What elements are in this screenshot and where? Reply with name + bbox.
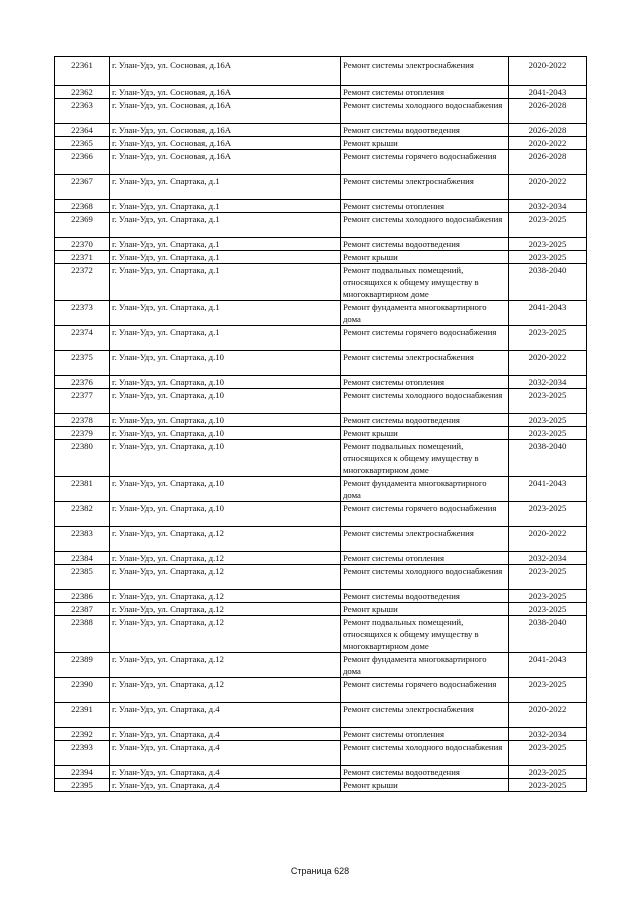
address-cell: г. Улан-Удэ, ул. Спартака, д.1 [110,175,341,200]
table-row [55,351,587,376]
row-number-cell: 22384 [55,552,110,565]
row-number-cell: 22382 [55,502,110,527]
period-cell: 2023-2025 [509,741,587,766]
row-number-cell: 22379 [55,427,110,440]
address-cell: г. Улан-Удэ, ул. Спартака, д.10 [110,376,341,389]
period-cell: 2041-2043 [509,301,587,326]
table-row [55,527,587,552]
period-cell: 2023-2025 [509,238,587,251]
row-number-cell: 22389 [55,653,110,678]
row-number-cell: 22386 [55,590,110,603]
row-number-cell: 22394 [55,766,110,779]
table-row [55,150,587,175]
work-type-cell: Ремонт системы водоотведения [341,238,509,251]
period-cell: 2020-2022 [509,527,587,552]
row-number-cell: 22383 [55,527,110,552]
table-row [55,99,587,124]
row-number-cell: 22371 [55,251,110,264]
address-cell: г. Улан-Удэ, ул. Спартака, д.1 [110,326,341,351]
table-row [55,653,587,678]
row-number-cell: 22376 [55,376,110,389]
row-number-cell: 22380 [55,440,110,477]
period-cell: 2023-2025 [509,427,587,440]
work-type-cell: Ремонт системы электроснабжения [341,527,509,552]
table-row [55,440,587,477]
table-row [55,616,587,653]
table-row [55,502,587,527]
work-type-cell: Ремонт фундамента многоквартирного дома [341,653,509,678]
address-cell: г. Улан-Удэ, ул. Спартака, д.12 [110,590,341,603]
period-cell: 2023-2025 [509,213,587,238]
work-type-cell: Ремонт крыши [341,427,509,440]
table-row [55,427,587,440]
period-cell: 2041-2043 [509,653,587,678]
address-cell: г. Улан-Удэ, ул. Спартака, д.12 [110,678,341,703]
page-footer [0,866,640,876]
work-type-cell: Ремонт системы холодного водоснабжения [341,741,509,766]
work-type-cell: Ремонт подвальных помещений, относящихся к общему имуществу в многоквартирном доме [341,264,509,301]
period-cell: 2023-2025 [509,590,587,603]
row-number-cell: 22364 [55,124,110,137]
work-type-cell: Ремонт системы холодного водоснабжения [341,565,509,590]
period-cell: 2038-2040 [509,264,587,301]
work-type-cell: Ремонт системы холодного водоснабжения [341,389,509,414]
table-row [55,200,587,213]
address-cell: г. Улан-Удэ, ул. Спартака, д.12 [110,552,341,565]
row-number-cell: 22381 [55,477,110,502]
period-cell: 2038-2040 [509,616,587,653]
address-cell: г. Улан-Удэ, ул. Спартака, д.10 [110,502,341,527]
work-type-cell: Ремонт крыши [341,137,509,150]
table-row [55,779,587,792]
table-row [55,703,587,728]
row-number-cell: 22372 [55,264,110,301]
row-number-cell: 22391 [55,703,110,728]
table-row [55,728,587,741]
table-row [55,264,587,301]
period-cell: 2032-2034 [509,728,587,741]
row-number-cell: 22368 [55,200,110,213]
address-cell: г. Улан-Удэ, ул. Сосновая, д.16А [110,86,341,99]
work-type-cell: Ремонт системы горячего водоснабжения [341,678,509,703]
table-row [55,552,587,565]
work-type-cell: Ремонт системы электроснабжения [341,57,509,86]
period-cell: 2023-2025 [509,603,587,616]
row-number-cell: 22366 [55,150,110,175]
row-number-cell: 22388 [55,616,110,653]
work-type-cell: Ремонт фундамента многоквартирного дома [341,477,509,502]
row-number-cell: 22367 [55,175,110,200]
period-cell: 2023-2025 [509,565,587,590]
work-type-cell: Ремонт подвальных помещений, относящихся к общему имуществу в многоквартирном доме [341,440,509,477]
address-cell: г. Улан-Удэ, ул. Сосновая, д.16А [110,150,341,175]
work-type-cell: Ремонт системы отопления [341,728,509,741]
work-type-cell: Ремонт системы горячего водоснабжения [341,326,509,351]
period-cell: 2023-2025 [509,678,587,703]
table-row [55,301,587,326]
work-type-cell: Ремонт системы электроснабжения [341,175,509,200]
address-cell: г. Улан-Удэ, ул. Спартака, д.12 [110,616,341,653]
row-number-cell: 22385 [55,565,110,590]
row-number-cell: 22390 [55,678,110,703]
period-cell: 2020-2022 [509,351,587,376]
registry-table-body [55,57,587,792]
table-row [55,376,587,389]
address-cell: г. Улан-Удэ, ул. Сосновая, д.16А [110,137,341,150]
address-cell: г. Улан-Удэ, ул. Сосновая, д.16А [110,124,341,137]
table-row [55,175,587,200]
period-cell: 2026-2028 [509,124,587,137]
table-row [55,238,587,251]
address-cell: г. Улан-Удэ, ул. Спартака, д.1 [110,301,341,326]
table-row [55,678,587,703]
row-number-cell: 22378 [55,414,110,427]
table-row [55,766,587,779]
table-row [55,326,587,351]
address-cell: г. Улан-Удэ, ул. Спартака, д.10 [110,414,341,427]
table-row [55,590,587,603]
row-number-cell: 22370 [55,238,110,251]
row-number-cell: 22395 [55,779,110,792]
address-cell: г. Улан-Удэ, ул. Спартака, д.4 [110,766,341,779]
address-cell: г. Улан-Удэ, ул. Сосновая, д.16А [110,57,341,86]
address-cell: г. Улан-Удэ, ул. Спартака, д.1 [110,251,341,264]
address-cell: г. Улан-Удэ, ул. Спартака, д.10 [110,440,341,477]
table-row [55,137,587,150]
table-row [55,414,587,427]
period-cell: 2023-2025 [509,779,587,792]
work-type-cell: Ремонт системы горячего водоснабжения [341,150,509,175]
period-cell: 2026-2028 [509,99,587,124]
period-cell: 2032-2034 [509,200,587,213]
period-cell: 2026-2028 [509,150,587,175]
address-cell: г. Улан-Удэ, ул. Спартака, д.10 [110,477,341,502]
table-row [55,477,587,502]
address-cell: г. Улан-Удэ, ул. Спартака, д.1 [110,213,341,238]
table-row [55,86,587,99]
table-row [55,251,587,264]
work-type-cell: Ремонт крыши [341,779,509,792]
row-number-cell: 22375 [55,351,110,376]
work-type-cell: Ремонт системы электроснабжения [341,351,509,376]
work-type-cell: Ремонт системы электроснабжения [341,703,509,728]
period-cell: 2020-2022 [509,703,587,728]
page-number: Страница 628 [290,866,350,876]
period-cell: 2023-2025 [509,766,587,779]
period-cell: 2020-2022 [509,137,587,150]
work-type-cell: Ремонт системы отопления [341,86,509,99]
row-number-cell: 22374 [55,326,110,351]
address-cell: г. Улан-Удэ, ул. Спартака, д.1 [110,264,341,301]
table-row [55,603,587,616]
period-cell: 2041-2043 [509,477,587,502]
work-type-cell: Ремонт крыши [341,603,509,616]
address-cell: г. Улан-Удэ, ул. Спартака, д.10 [110,389,341,414]
address-cell: г. Улан-Удэ, ул. Спартака, д.12 [110,527,341,552]
address-cell: г. Улан-Удэ, ул. Спартака, д.12 [110,603,341,616]
row-number-cell: 22363 [55,99,110,124]
row-number-cell: 22373 [55,301,110,326]
work-type-cell: Ремонт системы отопления [341,200,509,213]
address-cell: г. Улан-Удэ, ул. Спартака, д.10 [110,351,341,376]
row-number-cell: 22361 [55,57,110,86]
period-cell: 2023-2025 [509,502,587,527]
address-cell: г. Улан-Удэ, ул. Спартака, д.1 [110,200,341,213]
work-type-cell: Ремонт системы холодного водоснабжения [341,213,509,238]
table-row [55,389,587,414]
address-cell: г. Улан-Удэ, ул. Спартака, д.10 [110,427,341,440]
period-cell: 2023-2025 [509,389,587,414]
address-cell: г. Улан-Удэ, ул. Спартака, д.12 [110,653,341,678]
row-number-cell: 22369 [55,213,110,238]
work-type-cell: Ремонт крыши [341,251,509,264]
work-type-cell: Ремонт системы холодного водоснабжения [341,99,509,124]
work-type-cell: Ремонт подвальных помещений, относящихся к общему имуществу в многоквартирном доме [341,616,509,653]
work-type-cell: Ремонт системы отопления [341,376,509,389]
period-cell: 2041-2043 [509,86,587,99]
period-cell: 2032-2034 [509,376,587,389]
row-number-cell: 22392 [55,728,110,741]
address-cell: г. Улан-Удэ, ул. Спартака, д.4 [110,703,341,728]
address-cell: г. Улан-Удэ, ул. Спартака, д.4 [110,741,341,766]
row-number-cell: 22365 [55,137,110,150]
work-type-cell: Ремонт системы водоотведения [341,124,509,137]
period-cell: 2020-2022 [509,175,587,200]
address-cell: г. Улан-Удэ, ул. Спартака, д.12 [110,565,341,590]
work-type-cell: Ремонт системы водоотведения [341,414,509,427]
table-row [55,565,587,590]
work-type-cell: Ремонт системы водоотведения [341,590,509,603]
period-cell: 2023-2025 [509,414,587,427]
address-cell: г. Улан-Удэ, ул. Спартака, д.1 [110,238,341,251]
address-cell: г. Улан-Удэ, ул. Сосновая, д.16А [110,99,341,124]
registry-table [54,56,587,792]
work-type-cell: Ремонт системы отопления [341,552,509,565]
row-number-cell: 22393 [55,741,110,766]
table-row [55,741,587,766]
period-cell: 2023-2025 [509,251,587,264]
period-cell: 2038-2040 [509,440,587,477]
table-row [55,124,587,137]
row-number-cell: 22362 [55,86,110,99]
table-row [55,57,587,86]
period-cell: 2032-2034 [509,552,587,565]
period-cell: 2020-2022 [509,57,587,86]
table-row [55,213,587,238]
work-type-cell: Ремонт фундамента многоквартирного дома [341,301,509,326]
address-cell: г. Улан-Удэ, ул. Спартака, д.4 [110,728,341,741]
work-type-cell: Ремонт системы водоотведения [341,766,509,779]
address-cell: г. Улан-Удэ, ул. Спартака, д.4 [110,779,341,792]
row-number-cell: 22387 [55,603,110,616]
row-number-cell: 22377 [55,389,110,414]
period-cell: 2023-2025 [509,326,587,351]
work-type-cell: Ремонт системы горячего водоснабжения [341,502,509,527]
